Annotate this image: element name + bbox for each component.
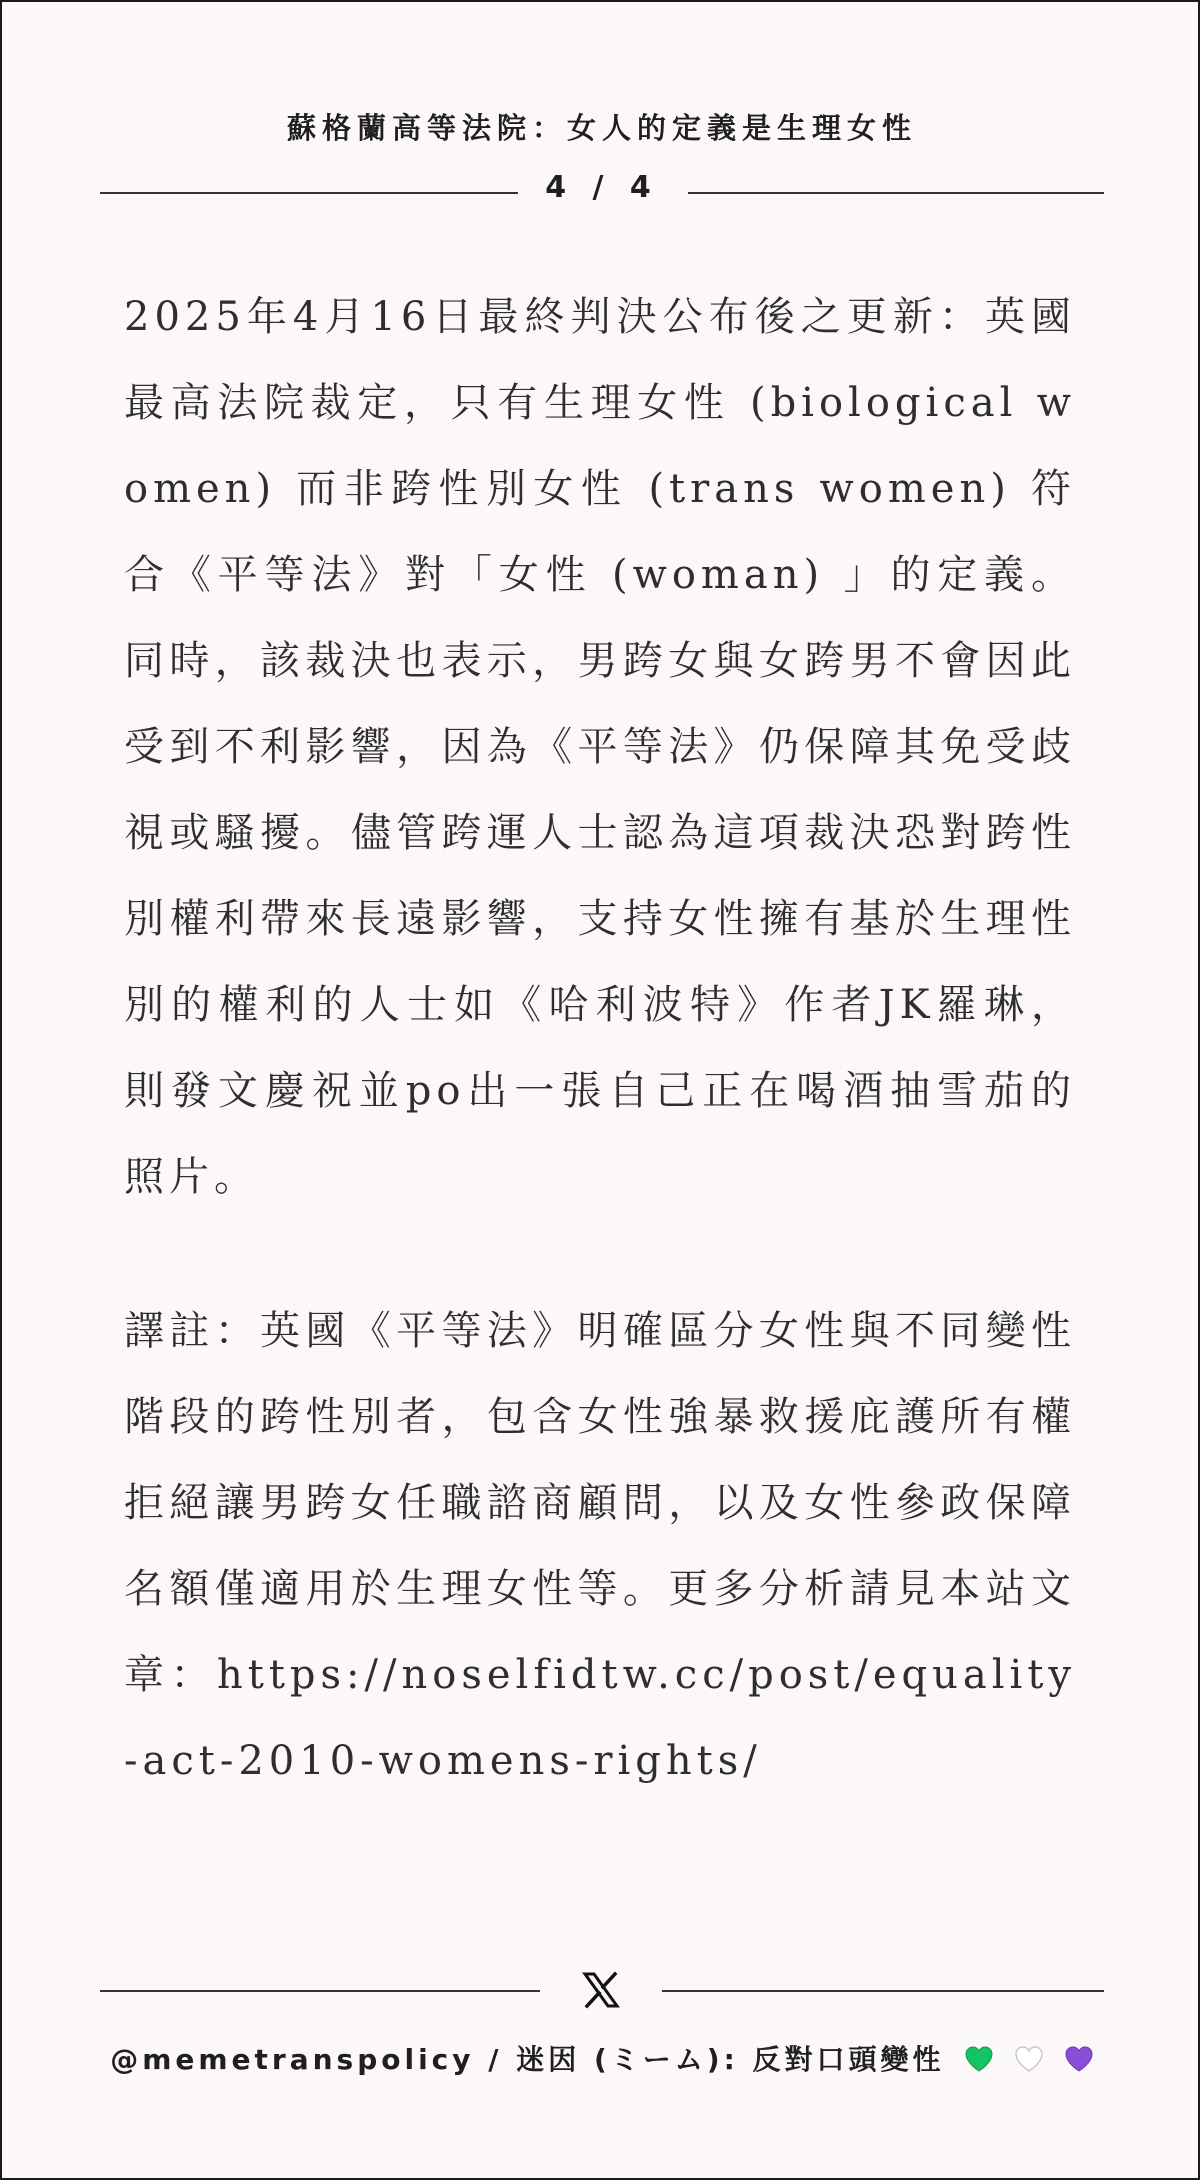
footer-credit bbox=[2, 2038, 1200, 2078]
white-heart-icon bbox=[1014, 2045, 1044, 2073]
page-indicator: 4 / 4 bbox=[545, 170, 659, 205]
update-paragraph: 2025年4月16日最終判決公布後之更新：英國最高法院裁定，只有生理女性 (biological women) 而非跨性別女性 (trans women) 符合《平等法》對「女性 (woman) 」的定義。同時，該裁決也表示，男跨女與女跨男不會因此受到不利影響，因為《平等法》仍保障其免受歧視或騷擾。儘管跨運人士認為這項裁決恐對跨性別權利帶來長遠影響，支持女性擁有基於生理性別的權利的人士如《哈利波特》作者JK羅琳，則發文慶祝並po出一張自己正在喝酒抽雪茄的照片。 bbox=[124, 294, 1076, 1200]
purple-heart-icon bbox=[1064, 2045, 1094, 2073]
footer-rule-right bbox=[662, 1990, 1104, 1992]
x-logo-icon bbox=[581, 1970, 621, 2010]
footer-handle-text: @memetranspolicy / 迷因 (ミーム): 反對口頭變性 bbox=[110, 2043, 945, 2076]
green-heart-icon bbox=[964, 2045, 994, 2073]
header-rule-right bbox=[688, 192, 1104, 194]
translator-note-paragraph: 譯註：英國《平等法》明確區分女性與不同變性階段的跨性別者，包含女性強暴救援庇護所有權拒絕讓男跨女任職諮商顧問，以及女性參政保障名額僅適用於生理女性等。更多分析請見本站文章：https://noselfidtw.cc/post/equality-act-2010-womens-rights/ bbox=[124, 1308, 1076, 1784]
footer-rule-left bbox=[100, 1990, 540, 1992]
page-title: 蘇格蘭高等法院：女人的定義是生理女性 bbox=[286, 111, 917, 145]
